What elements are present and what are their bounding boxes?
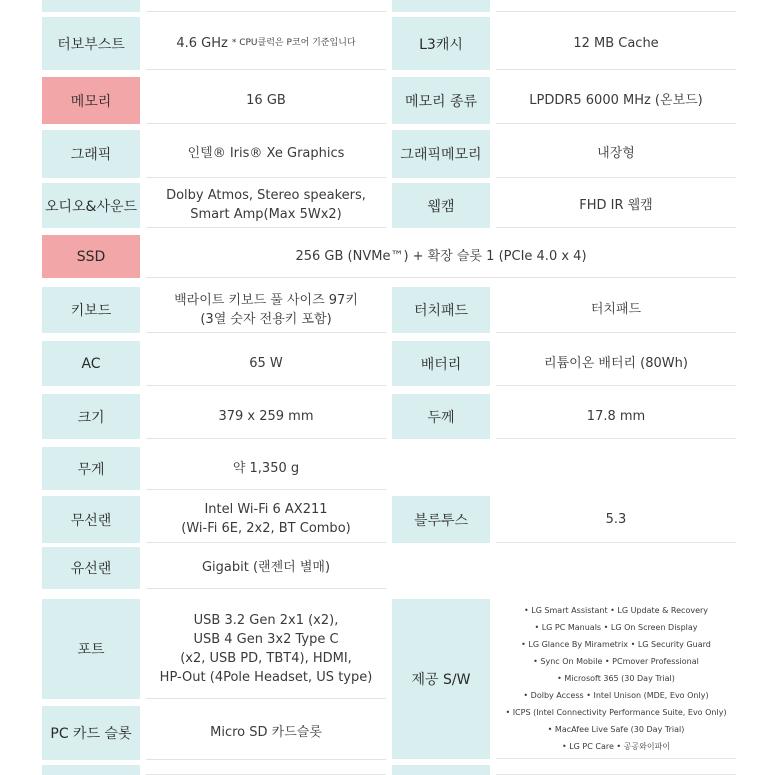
spec-value-l3-cache: 12 MB Cache <box>496 17 736 70</box>
spec-value-touchpad: 터치패드 <box>496 287 736 333</box>
software-line-4: • Sync On Mobile • PCmover Professional <box>533 657 699 666</box>
spec-value-pc-card-slot: Micro SD 카드슬롯 <box>146 706 386 760</box>
spec-value-memory: 16 GB <box>146 77 386 124</box>
spec-value-graphics-memory: 내장형 <box>496 130 736 178</box>
software-line-2: • LG PC Manuals • LG On Screen Display <box>534 623 698 632</box>
spec-value-ssd: 256 GB (NVMe™) + 확장 슬롯 1 (PCIe 4.0 x 4) <box>146 235 736 278</box>
software-line-8: • MacAfee Live Safe (30 Day Trial) <box>547 725 685 734</box>
spec-value-cell-top <box>146 0 386 12</box>
spec-value-port <box>146 599 386 699</box>
spec-label-cell-top-right <box>392 0 490 12</box>
spec-value-bluetooth: 5.3 <box>496 496 736 543</box>
spec-label-pc-card-slot: PC 카드 슬롯 <box>42 706 140 760</box>
spec-label-wired-lan: 유선랜 <box>42 547 140 589</box>
software-line-7: • ICPS (Intel Connectivity Performance Suite, Evo Only) <box>505 708 727 717</box>
spec-label-ssd: SSD <box>42 235 140 278</box>
port-line-3: (x2, USB PD, TBT4), HDMI, <box>180 650 352 666</box>
audio-line-1: Dolby Atmos, Stereo speakers, <box>166 188 366 203</box>
port-line-4: HP-Out (4Pole Headset, US type) <box>159 669 373 685</box>
turbo-value: 4.6 GHz <box>176 35 228 51</box>
spec-label-turbo-boost: 터보부스트 <box>42 17 140 70</box>
spec-label-touchpad: 터치패드 <box>392 287 490 333</box>
spec-label-cell-bottom <box>42 765 140 775</box>
spec-value-weight: 약 1,350 g <box>146 447 386 490</box>
spec-label-audio: 오디오&사운드 <box>42 183 140 228</box>
spec-value-memory-type: LPDDR5 6000 MHz (온보드) <box>496 77 736 124</box>
spec-value-cell-top-right <box>496 0 736 12</box>
spec-label-l3-cache: L3캐시 <box>392 17 490 70</box>
software-line-9: • LG PC Care • 공공와이파이 <box>561 742 671 751</box>
wlan-line-2: (Wi-Fi 6E, 2x2, BT Combo) <box>181 521 351 536</box>
port-line-2: USB 4 Gen 3x2 Type C <box>193 631 339 647</box>
keyboard-line-2: (3열 숫자 전용키 포함) <box>200 311 332 327</box>
software-line-6: • Dolby Access • Intel Unison (MDE, Evo Only) <box>523 691 709 700</box>
spec-label-software: 제공 S/W <box>392 599 490 759</box>
wlan-line-1: Intel Wi-Fi 6 AX211 <box>204 502 328 517</box>
port-line-1: USB 3.2 Gen 2x1 (x2), <box>193 612 339 628</box>
spec-value-thickness: 17.8 mm <box>496 394 736 439</box>
spec-value-wireless-lan <box>146 496 386 543</box>
spec-label-port: 포트 <box>42 599 140 699</box>
spec-label-bluetooth: 블루투스 <box>392 496 490 543</box>
spec-value-keyboard <box>146 287 386 333</box>
spec-value-battery: 리튬이온 배터리 (80Wh) <box>496 341 736 386</box>
spec-label-weight: 무게 <box>42 447 140 490</box>
software-line-3: • LG Glance By Mirametrix • LG Security Guard <box>521 640 711 649</box>
spec-value-turbo-boost <box>146 17 386 70</box>
spec-label-memory-type: 메모리 종류 <box>392 77 490 124</box>
spec-value-cell-bottom-right <box>496 765 736 775</box>
software-line-1: • LG Smart Assistant • LG Update & Recovery <box>523 606 709 615</box>
spec-label-thickness: 두께 <box>392 394 490 439</box>
spec-value-wired-lan: Gigabit (랜젠더 별매) <box>146 547 386 589</box>
spec-value-size: 379 x 259 mm <box>146 394 386 439</box>
spec-value-webcam: FHD IR 웹캠 <box>496 183 736 228</box>
spec-label-cell-bottom-right <box>392 765 490 775</box>
spec-value-ac: 65 W <box>146 341 386 386</box>
spec-value-audio <box>146 183 386 228</box>
spec-value-graphics: 인텔® Iris® Xe Graphics <box>146 130 386 178</box>
spec-label-size: 크기 <box>42 394 140 439</box>
spec-label-battery: 배터리 <box>392 341 490 386</box>
spec-label-memory: 메모리 <box>42 77 140 124</box>
spec-value-software <box>496 599 736 759</box>
spec-label-graphics-memory: 그래픽메모리 <box>392 130 490 178</box>
software-line-5: • Microsoft 365 (30 Day Trial) <box>557 674 675 683</box>
spec-label-keyboard: 키보드 <box>42 287 140 333</box>
turbo-note: * CPU클럭은 P코어 기준입니다 <box>231 37 356 48</box>
spec-value-cell-bottom <box>146 765 386 775</box>
spec-label-ac: AC <box>42 341 140 386</box>
audio-line-2: Smart Amp(Max 5Wx2) <box>190 207 342 222</box>
spec-label-wireless-lan: 무선랜 <box>42 496 140 543</box>
spec-label-graphics: 그래픽 <box>42 130 140 178</box>
spec-label-webcam: 웹캠 <box>392 183 490 228</box>
spec-label-cell-top <box>42 0 140 12</box>
keyboard-line-1: 백라이트 키보드 풀 사이즈 97키 <box>174 292 358 308</box>
